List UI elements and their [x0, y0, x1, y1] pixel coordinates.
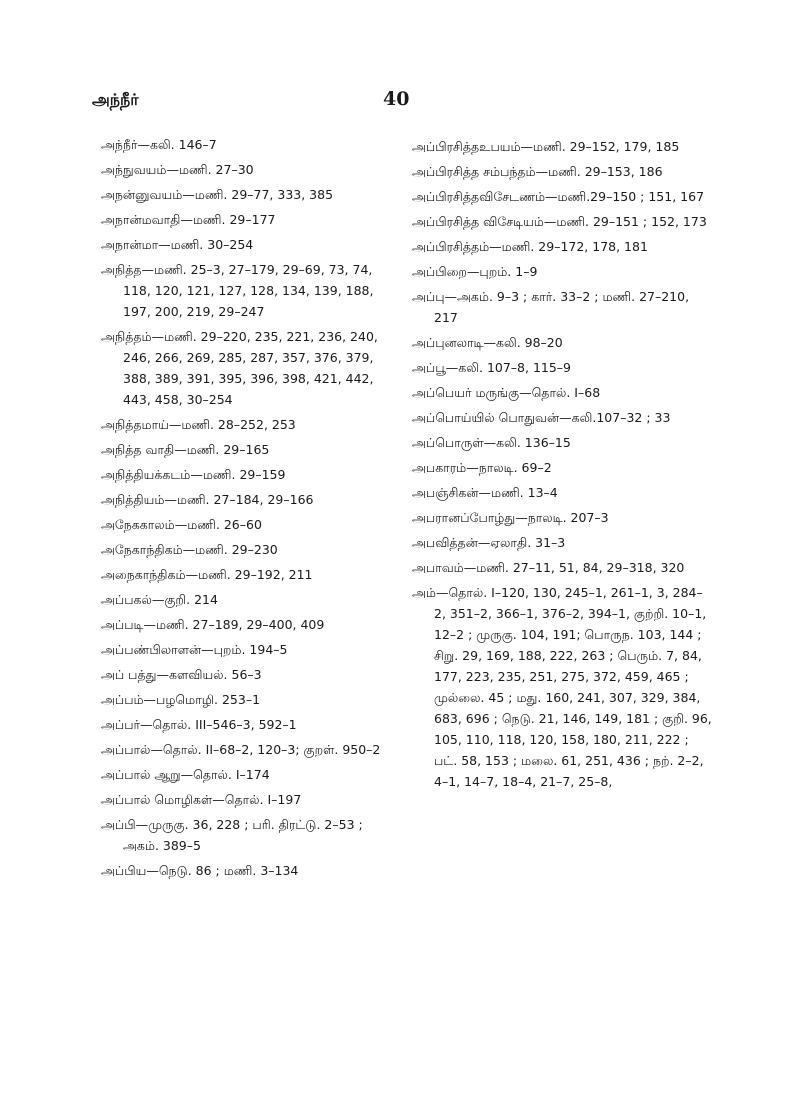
index-entry: அபாவம்—மணி. 27–11, 51, 84, 29–318, 320 — [412, 560, 685, 575]
index-entry: அப்பர்—தொல். III–546–3, 592–1 — [101, 717, 297, 732]
index-entry: அப்பிரசித்த சம்பந்தம்—மணி. 29–153, 186 — [412, 164, 663, 179]
index-entry: அப்பு—அகம். 9–3 ; கார். 33–2 ; மணி. 27–210, 217 — [412, 289, 690, 325]
index-entry: அப்பிய—நெடு. 86 ; மணி. 3–134 — [101, 863, 299, 878]
index-entry: அப்பூ—கலி. 107–8, 115–9 — [412, 360, 572, 375]
index-entry: அநித்த வாதி—மணி. 29–165 — [101, 442, 270, 457]
index-entry: அப்பிரசித்தஉபயம்—மணி. 29–152, 179, 185 — [412, 139, 680, 154]
index-entry: அப்பொருள்—கலி. 136–15 — [412, 435, 571, 450]
index-entry: அப்புனலாடி—கலி. 98–20 — [412, 335, 563, 350]
index-entry: அந்நுவயம்—மணி. 27–30 — [101, 162, 254, 177]
index-entry: அப்பம்—பழமொழி. 253–1 — [101, 692, 261, 707]
index-entry: அப்பால் ஆறு—தொல். I–174 — [101, 767, 270, 782]
index-entry: அநான்மவாதி—மணி. 29–177 — [101, 212, 276, 227]
index-entry: அப்பிரசித்த விசேடியம்—மணி. 29–151 ; 152, 173 — [412, 214, 707, 229]
index-entry: அநித்தியக்கடம்—மணி. 29–159 — [101, 467, 286, 482]
index-entry: அநித்தியம்—மணி. 27–184, 29–166 — [101, 492, 314, 507]
index-entry: அபஞ்சிகன்—மணி. 13–4 — [412, 485, 558, 500]
index-entry: அபரானப்போழ்து—நாலடி. 207–3 — [412, 510, 609, 525]
index-entry: அப்படி—மணி. 27–189, 29–400, 409 — [101, 617, 325, 632]
index-entry: அநித்தம்—மணி. 29–220, 235, 221, 236, 240, 246, 266, 269, 285, 287, 357, 376, 379, 388, 389, 391, 395, 396, 398, 421, 442, 443, 458, 30–254 — [101, 329, 378, 407]
running-head: அந்நீர் — [92, 90, 139, 109]
page-number: 40 — [383, 88, 410, 110]
index-entry: அநான்மா—மணி. 30–254 — [101, 237, 254, 252]
index-entry: அநன்னுவயம்—மணி. 29–77, 333, 385 — [101, 187, 334, 202]
index-entry: அநித்தமாய்—மணி. 28–252, 253 — [101, 417, 296, 432]
index-entry: அப்பால்—தொல். II–68–2, 120–3; குறள். 950–2 — [101, 742, 381, 757]
index-entry: அப்பி—முருகு. 36, 228 ; பரி. திரட்டு. 2–53 ; அகம். 389–5 — [101, 817, 363, 853]
index-entry: அபவித்தன்—ஏலாதி. 31–3 — [412, 535, 566, 550]
index-entry: அநேககாலம்—மணி. 26–60 — [101, 517, 262, 532]
index-entry: அப்பொய்யில் பொதுவன்—கலி.107–32 ; 33 — [412, 410, 671, 425]
index-entry: அநித்த—மணி. 25–3, 27–179, 29–69, 73, 74, 118, 120, 121, 127, 128, 134, 139, 188, 197, 200, 219, 29–247 — [101, 262, 374, 319]
index-entry: அப் பத்து—களவியல். 56–3 — [101, 667, 262, 682]
index-entry: அப்பிரசித்தவிசேடணம்—மணி.29–150 ; 151, 167 — [412, 189, 705, 204]
index-entry: அப்பிறை—புறம். 1–9 — [412, 264, 538, 279]
index-entry: அந்நீர்—கலி. 146–7 — [101, 137, 217, 152]
left-column — [101, 134, 386, 885]
index-entry: அம்—தொல். I–120, 130, 245–1, 261–1, 3, 284–2, 351–2, 366–1, 376–2, 394–1, குற்றி. 10–1, 12–2 ; முருகு. 104, 191; பொருந. 103, 144 ; சிறு. 29, 169, 188, 222, 263 ; பெரும். 7, 84, 177, 223, 235, 251, 275, 372, 459, 465 ; முல்லை. 45 ; மது. 160, 241, 307, 329, 384, 683, 696 ; நெடு. 21, 146, 149, 181 ; குறி. 96, 105, 110, 118, 120, 158, 180, 211, 222 ; பட். 58, 153 ; மலை. 61, 251, 436 ; நற். 2–2, 4–1, 14–7, 18–4, 21–7, 25–8, — [412, 585, 712, 789]
index-entry: அப்பால் மொழிகள்—தொல். I–197 — [101, 792, 302, 807]
index-entry: அப்பண்பிலாளன்—புறம். 194–5 — [101, 642, 288, 657]
index-entry: அநைகாந்திகம்—மணி. 29–192, 211 — [101, 567, 313, 582]
index-entry: அப்பிரசித்தம்—மணி. 29–172, 178, 181 — [412, 239, 648, 254]
index-entry: அபகாரம்—நாலடி. 69–2 — [412, 460, 552, 475]
index-entry: அப்பெயர் மருங்கு—தொல். I–68 — [412, 385, 601, 400]
right-column — [412, 136, 712, 796]
index-entry: அநேகாந்திகம்—மணி. 29–230 — [101, 542, 278, 557]
index-entry: அப்பகல்—குறி. 214 — [101, 592, 218, 607]
